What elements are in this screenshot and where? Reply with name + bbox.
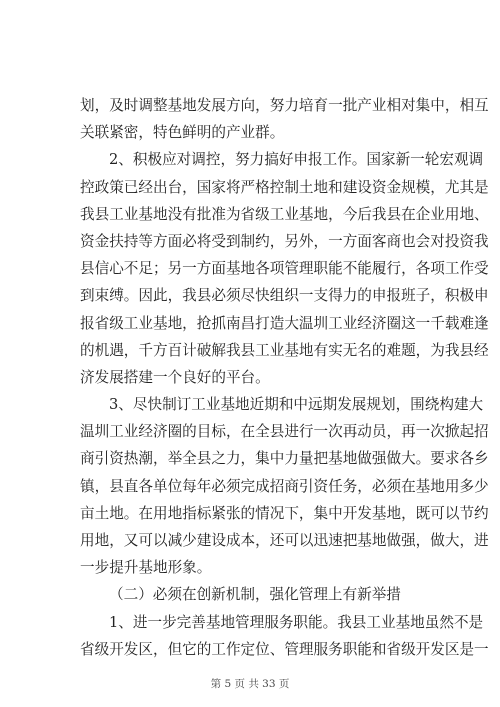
text-line: 2、积极应对调控，努力搞好申报工作。国家新一轮宏观调	[109, 151, 484, 169]
text-line: 控政策已经出台，国家将严格控制土地和建设资金规模，尤其是	[80, 178, 489, 196]
body-text	[80, 92, 489, 663]
text-line: 资金扶持等方面必将受到制约，另外，一方面客商也会对投资我	[80, 232, 489, 250]
text-line: 关联紧密，特色鲜明的产业群。	[80, 124, 285, 142]
text-line: 3、尽快制订工业基地近期和中远期发展规划，围绕构建大	[109, 396, 484, 414]
text-line: 用地，又可以减少建设成本，还可以迅速把基地做强，做大，进	[80, 532, 489, 549]
text-line: 亩土地。在用地指标紧张的情况下，集中开发基地，既可以节约	[80, 504, 489, 522]
text-line: 我县工业基地没有批准为省级工业基地，今后我县在企业用地、	[80, 205, 489, 223]
text-line: 县信心不足；另一方面基地各项管理职能不能履行，各项工作受	[80, 260, 489, 278]
text-line: （二）必须在创新机制，强化管理上有新举措	[109, 586, 401, 604]
text-line: 商引资热潮，举全县之力，集中力量把基地做强做大。要求各乡	[80, 450, 489, 468]
text-line: 1、进一步完善基地管理服务职能。我县工业基地虽然不是	[109, 613, 484, 631]
text-line: 省级开发区，但它的工作定位、管理服务职能和省级开发区是一	[80, 640, 489, 658]
text-line: 到束缚。因此，我县必须尽快组织一支得力的申报班子，积极申	[80, 287, 489, 305]
text-line: 镇，县直各单位每年必须完成招商引资任务，必须在基地用多少	[80, 477, 489, 495]
text-line: 的机遇，千方百计破解我县工业基地有实无名的难题，为我县经	[80, 341, 489, 359]
text-line: 一步提升基地形象。	[80, 559, 212, 577]
page-footer: 第 5 页 共 33 页	[210, 678, 290, 690]
text-line: 报省级工业基地，抢抓南昌打造大温圳工业经济圈这一千载难逢	[80, 314, 489, 332]
text-line: 温圳工业经济圈的目标，在全县进行一次再动员，再一次掀起招	[80, 423, 489, 441]
text-line: 划，及时调整基地发展方向，努力培育一批产业相对集中，相互	[80, 97, 489, 114]
text-line: 济发展搭建一个良好的平台。	[80, 368, 270, 386]
